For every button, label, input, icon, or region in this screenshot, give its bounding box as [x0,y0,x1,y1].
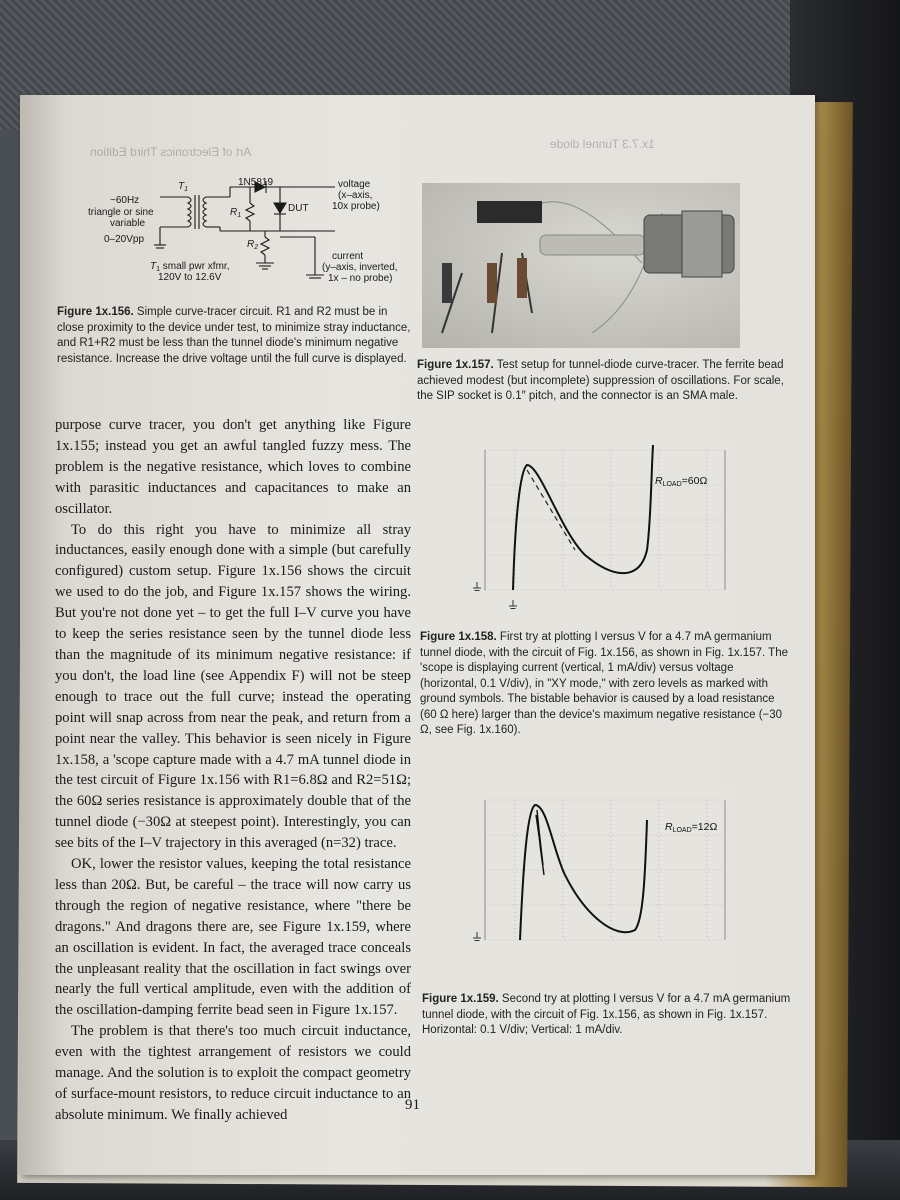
ground-markers [473,582,517,609]
scope-trace-60-ohm [465,440,735,630]
voltage-label-3: 10x probe) [332,201,380,212]
paragraph-4: The problem is that there's too much circuit inductance, even with the tightest arrangement of resistors we could manage. And the solution is to exploit the compact geometry of surface-mount resistors, to reduce circuit inductance to an absolute minimum. We finally achieved [55,1023,411,1123]
figure-157-caption-label: Figure 1x.157. [417,359,494,371]
r1-label: $R_1$ [230,207,242,219]
paragraph-2: To do this right you have to minimize all stray inductances, easily enough done with a simple (but carefully configured) custom setup. Figure 1x.156 shows the circuit we used to do the job, and Figure 1x.157 shows the wiring. But you're not done yet – to get the full I–V curve you have to keep the series resistance seen by the tunnel diode less than the magnitude of its minimum negative resistance: if you don't, the load line (see Appendix F) will not be steep enough to trace out the full curve; instead the operating point will snap across from near the peak, and return from a point near the valley. This behavior is seen nicely in Figure 1x.158, a 'scope capture made with a 4.7 mA tunnel diode in the test circuit of Figure 1x.156 with R1=6.8Ω and R2=51Ω; the 60Ω series resistance is approximately double that of the tunnel diode (−30Ω at steepest point). Interestingly, you can see bits of the I–V trajectory in this averaged (n=32) trace. [55,521,411,852]
diode-label: 1N5819 [238,177,274,188]
sma-nut [682,211,722,277]
dut-label: DUT [288,203,309,214]
voltage-label-2: (x–axis, [338,190,373,201]
paragraph-1: purpose curve tracer, you don't get anything like Figure 1x.155; instead you get an awful tangled fuzzy mess. The problem is the negative resistance, which loves to combine with parasitic inductances and capacitances to make an oscillator. [55,417,411,517]
source-label-2: triangle or sine [88,207,154,218]
figure-156-caption-label: Figure 1x.156. [57,306,134,318]
figure-158-caption-text: First try at plotting I versus V for a 4.7 mA germanium tunnel diode, with the circuit of Fig. 1x.156, as shown in Fig. 1x.157. The 'scope is displaying current (vertical, 1 mA/div) versus voltage (horizontal, 0.1 V/div), in "XY mode," with zero levels as marked with ground symbols. The bistable behavior is caused by a load resistance (60 Ω here) larger than the device's maximum negative resistance (−30 Ω, see Fig. 1x.160). [420,631,788,736]
ferrite-bead-cable [540,235,645,255]
source-label-3: variable [110,218,146,229]
xfmr-label-2: 120V to 12.6V [158,272,222,283]
scope-trace-12-ohm [465,790,735,990]
curve-tracer-schematic [70,175,410,295]
resistor-2 [487,263,497,303]
figure-158-caption-label: Figure 1x.158. [420,631,497,643]
t1-label: $T_1$ [178,181,189,193]
source-label-1: ~60Hz [110,195,140,206]
iv-curve [513,445,653,590]
book-page [20,95,815,1175]
running-head-right: 1x.7.3 Tunnel diode [550,137,655,151]
load-label-12: RLOAD=12Ω [665,821,718,834]
oscillation-fuzz [536,810,544,875]
figure-158-caption [420,630,790,739]
figure-157-caption [417,358,787,405]
load-label-60: RLOAD=60Ω [655,475,708,488]
resistor-3 [517,258,527,298]
xfmr-label-1: $T_1$ small pwr xfmr, [150,261,230,273]
figure-157-caption-text: Test setup for tunnel-diode curve-tracer. The ferrite bead achieved modest (but incomplete) suppression of oscillations. For scale, the SIP socket is 0.1″ pitch, and the connector is an SMA male. [417,359,784,402]
paragraph-3: OK, lower the resistor values, keeping the total resistance less than 20Ω. But, be careful – the trace will now carry us through the region of negative resistance, where "there be dragons." And dragons there are, see Figure 1x.159, where an oscillation is evident. In fact, the averaged trace conceals the unpleasant reality that the oscillation in fact swings over nearly the full vertical amplitude, even with the addition of the oscillation-damping ferrite bead seen in Figure 1x.157. [55,856,411,1019]
figure-159-caption-text: Second try at plotting I versus V for a 4.7 mA germanium tunnel diode, with the circuit of Fig. 1x.156, as shown in Fig. 1x.157. Horizontal: 0.1 V/div; Vertical: 1 mA/div. [422,993,791,1036]
current-label-3: 1x – no probe) [328,273,393,284]
ground-markers [473,932,481,941]
source-label-4: 0–20Vpp [104,234,145,245]
current-label-1: current [332,251,364,262]
figure-156-caption-text: Simple curve-tracer circuit. R1 and R2 must be in close proximity to the device under test, to minimize stray inductance, and R1+R2 must be less than the tunnel diode's minimum negative resistance. Increase the drive voltage until the full curve is displayed. [57,306,411,365]
voltage-label-1: voltage [338,179,371,190]
page-number: 91 [405,1097,420,1113]
body-text-column [55,415,411,1126]
current-label-2: (y–axis, inverted, [322,262,398,273]
snap-path [527,470,575,550]
r2-label: $R_2$ [247,239,259,251]
figure-156-caption [57,305,412,367]
figure-159-caption [422,992,792,1039]
figure-159-caption-label: Figure 1x.159. [422,993,499,1005]
resistor-1 [442,263,452,303]
test-setup-photo [422,183,740,348]
running-head-left: Art of Electronics Third Edition [90,145,252,159]
sip-socket [477,201,542,223]
